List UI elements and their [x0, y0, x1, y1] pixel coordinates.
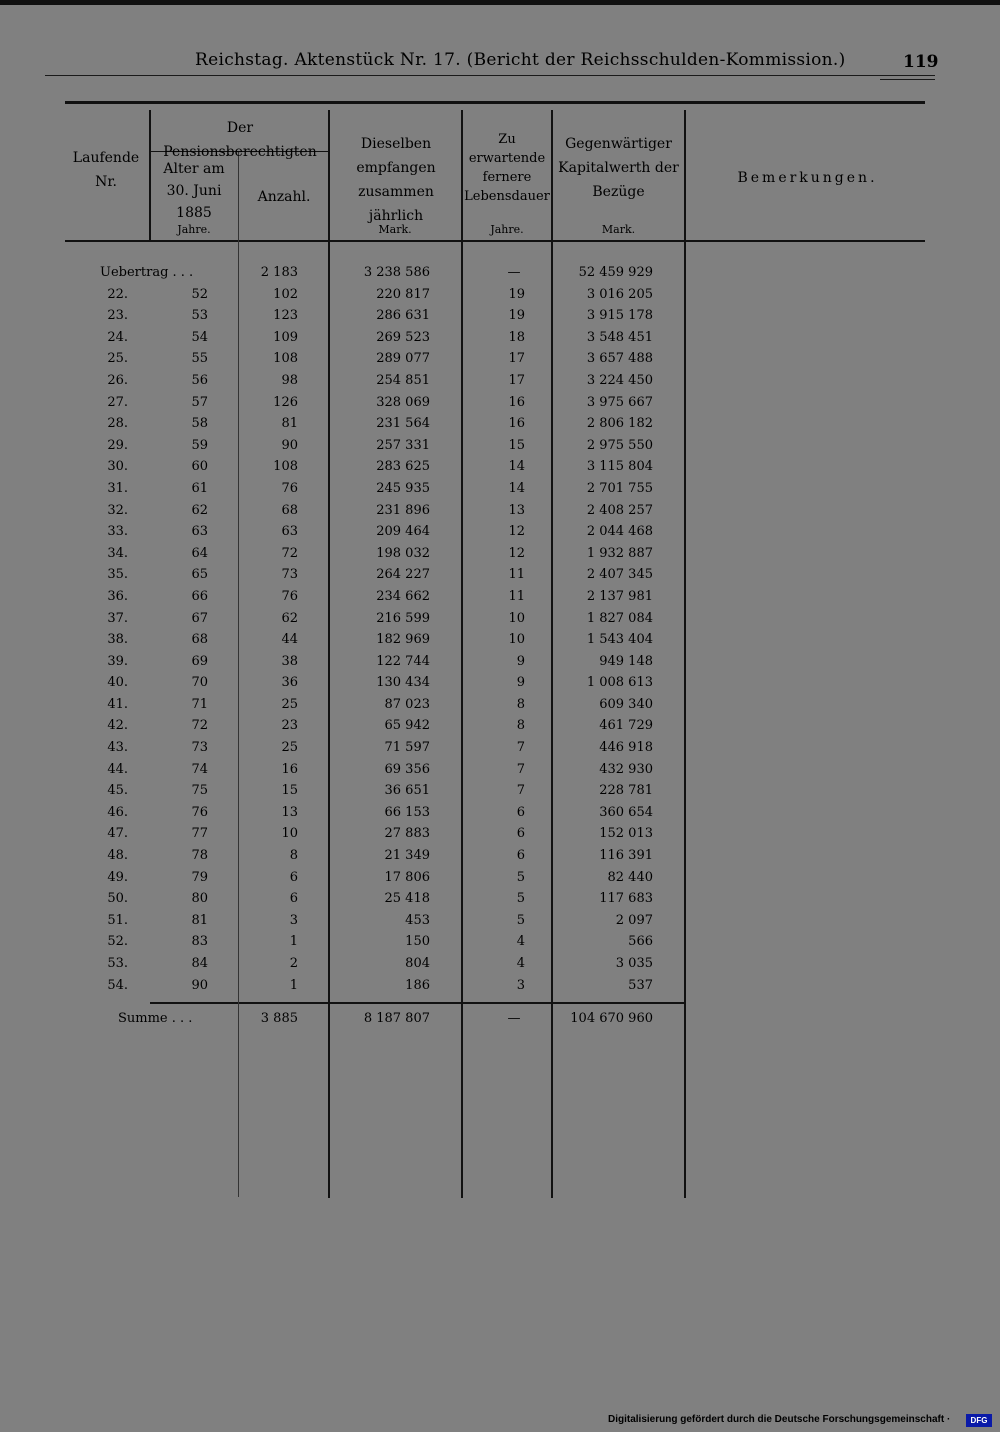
header-rule — [45, 75, 935, 76]
row-empfangen: 328 069 — [376, 394, 430, 410]
row-lebensdauer: 6 — [516, 804, 525, 820]
row-alter: 72 — [191, 718, 208, 734]
row-lebensdauer: 6 — [516, 826, 525, 842]
row-nr: 47. — [107, 826, 128, 842]
row-nr: 44. — [107, 761, 128, 777]
row-empfangen: 257 331 — [376, 437, 430, 453]
row-alter: 70 — [191, 675, 208, 691]
row-anzahl: 108 — [273, 459, 298, 475]
table-top-rule — [65, 101, 925, 104]
row-kapitalwerth: 2 806 182 — [586, 416, 653, 432]
row-nr: 43. — [107, 740, 128, 756]
row-empfangen: 27 883 — [384, 826, 430, 842]
row-empfangen: 17 806 — [384, 869, 430, 885]
row-kapitalwerth: 3 224 450 — [586, 372, 653, 388]
summe-lebensdauer: — — [507, 1011, 521, 1026]
row-kapitalwerth: 1 008 613 — [586, 675, 653, 691]
row-empfangen: 269 523 — [376, 329, 430, 345]
row-kapitalwerth: 2 137 981 — [586, 588, 653, 604]
row-nr: 22. — [107, 286, 128, 302]
row-alter: 58 — [191, 416, 208, 432]
row-empfangen: 186 — [405, 977, 430, 993]
table-row — [0, 327, 1000, 349]
row-empfangen: 286 631 — [376, 308, 430, 324]
row-nr: 48. — [107, 848, 128, 864]
row-empfangen: 66 153 — [384, 804, 430, 820]
row-kapitalwerth: 360 654 — [599, 804, 653, 820]
table-row — [0, 629, 1000, 651]
row-lebensdauer: 17 — [508, 351, 525, 367]
table-row — [0, 672, 1000, 694]
row-alter: 65 — [191, 567, 208, 583]
table-row — [0, 823, 1000, 845]
row-empfangen: 804 — [405, 956, 430, 971]
row-empfangen: 182 969 — [376, 632, 430, 648]
row-anzahl: 73 — [281, 567, 298, 583]
row-lebensdauer: 18 — [508, 329, 525, 345]
summe-row — [0, 1008, 1000, 1030]
table-row — [0, 931, 1000, 953]
row-kapitalwerth: 3 035 — [615, 956, 653, 971]
row-lebensdauer: 14 — [508, 459, 525, 475]
row-kapitalwerth: 461 729 — [599, 718, 653, 734]
row-anzahl: 38 — [281, 653, 298, 669]
row-kapitalwerth: 1 543 404 — [586, 632, 653, 648]
uebertrag-empfangen: 3 238 586 — [363, 265, 430, 280]
row-empfangen: 220 817 — [376, 286, 430, 302]
sum-rule — [150, 1002, 685, 1004]
summe-empfangen: 8 187 807 — [363, 1011, 430, 1026]
unit-lebensdauer: Jahre. — [490, 223, 524, 236]
row-alter: 62 — [191, 502, 208, 518]
row-anzahl: 25 — [281, 740, 298, 756]
page-number: 119 — [903, 52, 939, 72]
row-nr: 45. — [107, 783, 128, 799]
footer-credit: Digitalisierung gefördert durch die Deutsche Forschungsgemeinschaft · — [608, 1414, 951, 1425]
row-nr: 33. — [107, 524, 128, 540]
row-nr: 52. — [107, 934, 128, 950]
row-anzahl: 2 — [289, 956, 298, 971]
header-lebensdauer: Zu erwartende fernere Lebensdauer — [464, 132, 550, 204]
table-row — [0, 478, 1000, 500]
row-kapitalwerth: 2 701 755 — [586, 480, 653, 496]
row-nr: 30. — [107, 459, 128, 475]
row-lebensdauer: 4 — [516, 956, 525, 971]
row-anzahl: 81 — [281, 416, 298, 432]
row-lebensdauer: 10 — [508, 632, 525, 648]
row-nr: 28. — [107, 416, 128, 432]
row-empfangen: 254 851 — [376, 372, 430, 388]
row-empfangen: 36 651 — [384, 783, 430, 799]
row-anzahl: 108 — [273, 351, 298, 367]
table-row — [0, 305, 1000, 327]
uebertrag-row — [0, 262, 1000, 284]
table-header-bottom-rule — [65, 240, 925, 242]
row-anzahl: 6 — [289, 891, 298, 907]
row-lebensdauer: 9 — [516, 675, 525, 691]
header-bemerkungen: Bemerkungen. — [737, 170, 878, 186]
row-empfangen: 289 077 — [376, 351, 430, 367]
row-anzahl: 62 — [281, 610, 298, 626]
row-lebensdauer: 19 — [508, 308, 525, 324]
row-kapitalwerth: 1 932 887 — [586, 545, 653, 561]
row-nr: 25. — [107, 351, 128, 367]
row-empfangen: 198 032 — [376, 545, 430, 561]
header-empfangen: Dieselben empfangen zusammen jährlich — [356, 136, 436, 224]
row-anzahl: 126 — [273, 394, 298, 410]
table-row — [0, 780, 1000, 802]
row-kapitalwerth: 432 930 — [599, 761, 653, 777]
row-alter: 77 — [191, 826, 208, 842]
row-anzahl: 98 — [281, 372, 298, 388]
row-anzahl: 25 — [281, 696, 298, 712]
row-lebensdauer: 3 — [516, 977, 525, 993]
page-number-rule — [880, 79, 935, 80]
row-alter: 55 — [191, 351, 208, 367]
row-alter: 79 — [191, 869, 208, 885]
row-lebensdauer: 12 — [508, 545, 525, 561]
row-alter: 75 — [191, 783, 208, 799]
row-nr: 34. — [107, 545, 128, 561]
row-lebensdauer: 11 — [508, 588, 525, 604]
row-anzahl: 23 — [281, 718, 298, 734]
uebertrag-kapitalwerth: 52 459 929 — [578, 265, 653, 280]
header-alter: Alter am 30. Juni 1885 — [163, 161, 225, 221]
row-alter: 59 — [191, 437, 208, 453]
summe-kapitalwerth: 104 670 960 — [570, 1011, 653, 1026]
row-lebensdauer: 7 — [516, 783, 525, 799]
table-row — [0, 284, 1000, 306]
row-empfangen: 87 023 — [384, 696, 430, 712]
row-alter: 64 — [191, 545, 208, 561]
row-anzahl: 72 — [281, 545, 298, 561]
row-nr: 37. — [107, 610, 128, 626]
uebertrag-label: Uebertrag . . . — [100, 265, 194, 280]
table-row — [0, 435, 1000, 457]
row-anzahl: 63 — [281, 524, 298, 540]
row-alter: 68 — [191, 632, 208, 648]
table-row — [0, 845, 1000, 867]
row-alter: 81 — [191, 912, 208, 928]
row-alter: 61 — [191, 480, 208, 496]
row-empfangen: 21 349 — [384, 848, 430, 864]
row-empfangen: 130 434 — [376, 675, 430, 691]
row-lebensdauer: 17 — [508, 372, 525, 388]
table-row — [0, 608, 1000, 630]
row-nr: 42. — [107, 718, 128, 734]
row-kapitalwerth: 3 115 804 — [586, 459, 653, 475]
row-empfangen: 150 — [405, 934, 430, 950]
table-row — [0, 392, 1000, 414]
row-alter: 60 — [191, 459, 208, 475]
row-alter: 83 — [191, 934, 208, 950]
row-nr: 54. — [107, 977, 128, 993]
row-nr: 38. — [107, 632, 128, 648]
row-lebensdauer: 7 — [516, 740, 525, 756]
row-lebensdauer: 13 — [508, 502, 525, 518]
row-anzahl: 44 — [281, 632, 298, 648]
table-row — [0, 521, 1000, 543]
row-alter: 57 — [191, 394, 208, 410]
table-row — [0, 543, 1000, 565]
row-kapitalwerth: 116 391 — [599, 848, 653, 864]
unit-empfangen: Mark. — [378, 223, 412, 236]
uebertrag-lebensdauer: — — [507, 265, 521, 280]
row-anzahl: 109 — [273, 329, 298, 345]
row-anzahl: 15 — [281, 783, 298, 799]
row-anzahl: 102 — [273, 286, 298, 302]
row-lebensdauer: 5 — [516, 891, 525, 907]
table-row — [0, 910, 1000, 932]
row-lebensdauer: 7 — [516, 761, 525, 777]
row-lebensdauer: 9 — [516, 653, 525, 669]
row-kapitalwerth: 2 975 550 — [586, 437, 653, 453]
row-nr: 36. — [107, 588, 128, 604]
row-nr: 51. — [107, 912, 128, 928]
row-alter: 84 — [191, 956, 208, 971]
row-alter: 80 — [191, 891, 208, 907]
row-anzahl: 8 — [289, 848, 298, 864]
row-nr: 50. — [107, 891, 128, 907]
row-alter: 53 — [191, 308, 208, 324]
row-anzahl: 68 — [281, 502, 298, 518]
table-row — [0, 715, 1000, 737]
row-kapitalwerth: 949 148 — [599, 653, 653, 669]
row-lebensdauer: 10 — [508, 610, 525, 626]
row-nr: 39. — [107, 653, 128, 669]
row-empfangen: 234 662 — [376, 588, 430, 604]
table-row — [0, 975, 1000, 997]
row-alter: 67 — [191, 610, 208, 626]
row-lebensdauer: 15 — [508, 437, 525, 453]
summe-label: Summe . . . — [118, 1011, 193, 1026]
table-row — [0, 370, 1000, 392]
table-row — [0, 888, 1000, 910]
row-alter: 73 — [191, 740, 208, 756]
header-laufende-nr: Laufende Nr. — [72, 150, 140, 190]
row-kapitalwerth: 609 340 — [599, 696, 653, 712]
row-anzahl: 90 — [281, 437, 298, 453]
row-anzahl: 1 — [289, 934, 298, 950]
table-row — [0, 456, 1000, 478]
dfg-logo: DFG — [966, 1414, 992, 1427]
row-anzahl: 76 — [281, 480, 298, 496]
row-alter: 69 — [191, 653, 208, 669]
row-empfangen: 264 227 — [376, 567, 430, 583]
row-nr: 35. — [107, 567, 128, 583]
row-empfangen: 231 564 — [376, 416, 430, 432]
unit-alter: Jahre. — [177, 223, 211, 236]
row-nr: 26. — [107, 372, 128, 388]
unit-kapitalwerth: Mark. — [601, 223, 636, 236]
row-anzahl: 3 — [289, 912, 298, 928]
table-row — [0, 802, 1000, 824]
row-anzahl: 36 — [281, 675, 298, 691]
row-kapitalwerth: 1 827 084 — [586, 610, 653, 626]
row-anzahl: 10 — [281, 826, 298, 842]
row-kapitalwerth: 537 — [628, 977, 653, 993]
row-kapitalwerth: 3 548 451 — [586, 329, 653, 345]
row-empfangen: 25 418 — [384, 891, 430, 907]
row-lebensdauer: 5 — [516, 869, 525, 885]
row-nr: 31. — [107, 480, 128, 496]
table-row — [0, 348, 1000, 370]
row-lebensdauer: 14 — [508, 480, 525, 496]
table-row — [0, 651, 1000, 673]
row-alter: 63 — [191, 524, 208, 540]
row-anzahl: 6 — [289, 869, 298, 885]
row-kapitalwerth: 3 016 205 — [586, 286, 653, 302]
table-row — [0, 694, 1000, 716]
header-anzahl: Anzahl. — [257, 189, 311, 205]
table-body — [0, 262, 1000, 996]
row-lebensdauer: 4 — [516, 934, 525, 950]
row-kapitalwerth: 117 683 — [599, 891, 653, 907]
row-alter: 71 — [191, 696, 208, 712]
row-kapitalwerth: 152 013 — [599, 826, 653, 842]
table-row — [0, 586, 1000, 608]
table-row — [0, 867, 1000, 889]
row-nr: 49. — [107, 869, 128, 885]
row-alter: 78 — [191, 848, 208, 864]
row-lebensdauer: 16 — [508, 416, 525, 432]
header-kapitalwerth: Gegenwärtiger Kapitalwerth der Bezüge — [558, 136, 679, 200]
row-lebensdauer: 16 — [508, 394, 525, 410]
row-alter: 66 — [191, 588, 208, 604]
row-empfangen: 69 356 — [384, 761, 430, 777]
table-row — [0, 953, 1000, 975]
row-empfangen: 283 625 — [376, 459, 430, 475]
row-kapitalwerth: 3 915 178 — [586, 308, 653, 324]
table-row — [0, 737, 1000, 759]
row-nr: 46. — [107, 804, 128, 820]
row-lebensdauer: 8 — [516, 718, 525, 734]
row-alter: 74 — [191, 761, 208, 777]
row-kapitalwerth: 2 408 257 — [586, 502, 653, 518]
row-lebensdauer: 12 — [508, 524, 525, 540]
row-kapitalwerth: 228 781 — [599, 783, 653, 799]
row-alter: 56 — [191, 372, 208, 388]
row-lebensdauer: 8 — [516, 696, 525, 712]
row-alter: 76 — [191, 804, 208, 820]
table-row — [0, 759, 1000, 781]
header-pensionsberechtigten: Der Pensionsberechtigten — [163, 120, 317, 160]
row-empfangen: 122 744 — [376, 653, 430, 669]
row-kapitalwerth: 2 044 468 — [586, 524, 653, 540]
row-empfangen: 231 896 — [376, 502, 430, 518]
row-alter: 90 — [191, 977, 208, 993]
row-alter: 54 — [191, 329, 208, 345]
table-row — [0, 413, 1000, 435]
row-empfangen: 216 599 — [376, 610, 430, 626]
summe-anzahl: 3 885 — [260, 1011, 298, 1026]
row-empfangen: 453 — [405, 912, 430, 928]
row-anzahl: 76 — [281, 588, 298, 604]
row-alter: 52 — [191, 286, 208, 302]
row-lebensdauer: 19 — [508, 286, 525, 302]
row-kapitalwerth: 82 440 — [607, 869, 653, 885]
row-empfangen: 71 597 — [384, 740, 430, 756]
row-kapitalwerth: 3 975 667 — [586, 394, 653, 410]
row-nr: 27. — [107, 394, 128, 410]
row-kapitalwerth: 446 918 — [599, 740, 653, 756]
row-anzahl: 16 — [281, 761, 298, 777]
running-head: Reichstag. Aktenstück Nr. 17. (Bericht der Reichsschulden-Kommission.) — [195, 50, 846, 70]
row-nr: 40. — [107, 675, 128, 691]
row-empfangen: 245 935 — [376, 480, 430, 496]
row-empfangen: 209 464 — [376, 524, 430, 540]
table-row — [0, 564, 1000, 586]
row-kapitalwerth: 2 407 345 — [586, 567, 653, 583]
top-border — [0, 0, 1000, 5]
uebertrag-anzahl: 2 183 — [260, 265, 298, 280]
table-row — [0, 500, 1000, 522]
row-lebensdauer: 6 — [516, 848, 525, 864]
row-empfangen: 65 942 — [384, 718, 430, 734]
row-nr: 53. — [107, 956, 128, 971]
row-nr: 41. — [107, 696, 128, 712]
row-kapitalwerth: 2 097 — [615, 912, 653, 928]
row-anzahl: 13 — [281, 804, 298, 820]
row-nr: 23. — [107, 308, 128, 324]
row-kapitalwerth: 3 657 488 — [586, 351, 653, 367]
row-nr: 29. — [107, 437, 128, 453]
row-lebensdauer: 11 — [508, 567, 525, 583]
row-nr: 32. — [107, 502, 128, 518]
row-kapitalwerth: 566 — [628, 934, 653, 950]
row-anzahl: 1 — [289, 977, 298, 993]
row-lebensdauer: 5 — [516, 912, 525, 928]
row-nr: 24. — [107, 329, 128, 345]
row-anzahl: 123 — [273, 308, 298, 324]
